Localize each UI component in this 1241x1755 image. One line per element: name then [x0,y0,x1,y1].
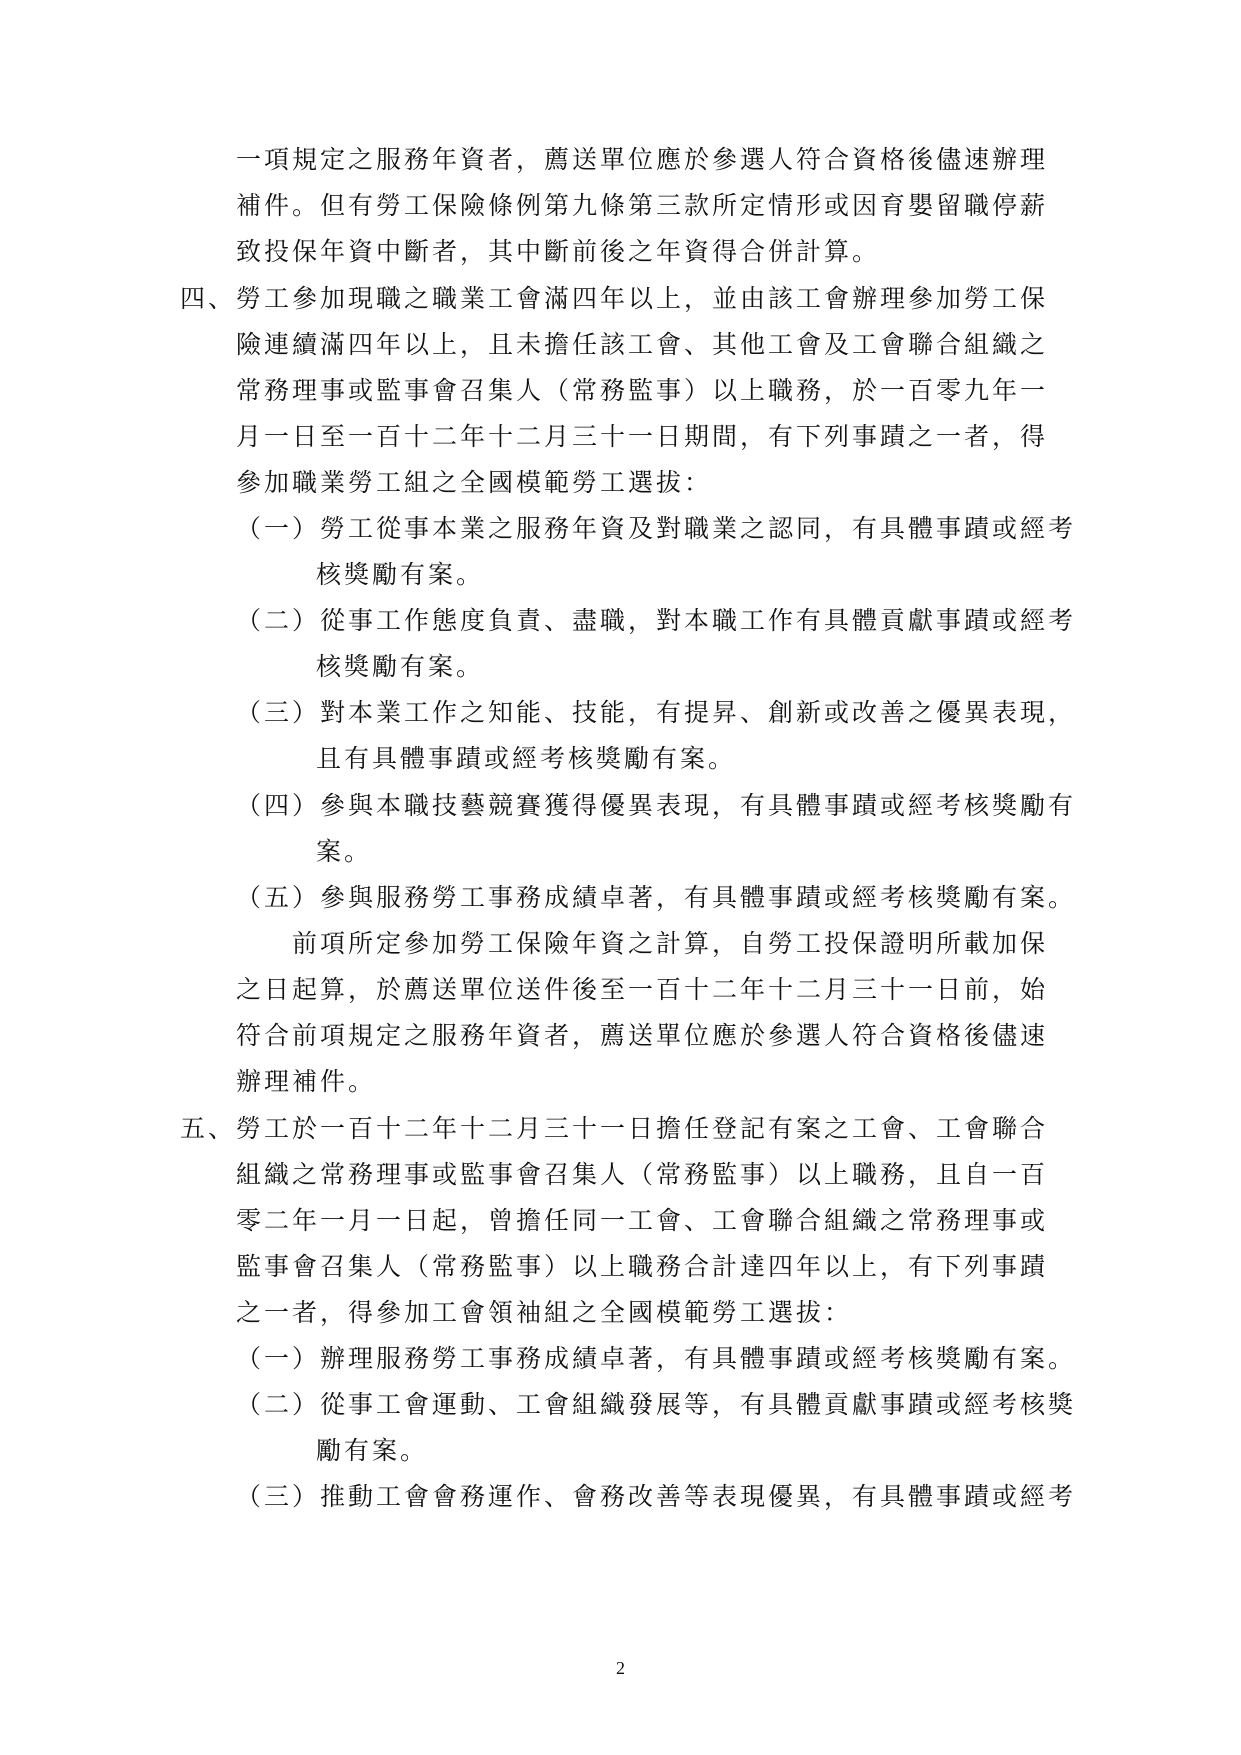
subitem-continuation: 且有具體事蹟或經考核獎勵有案。 [316,744,737,773]
subitem-line: （一）勞工從事本業之服務年資及對職業之認同，有具體事蹟或經考 [236,514,1077,543]
page-number: 2 [616,1658,625,1678]
paragraph-line: 致投保年資中斷者，其中斷前後之年資得合併計算。 [236,237,881,266]
paragraph-line: 參加職業勞工組之全國模範勞工選拔： [236,468,713,497]
paragraph-line: 一項規定之服務年資者，薦送單位應於參選人符合資格後儘速辦理 [236,145,1049,174]
subitem-line: （二）從事工會運動、工會組織發展等，有具體貢獻事蹟或經考核獎 [236,1390,1077,1419]
paragraph-line: 月一日至一百十二年十二月三十一日期間，有下列事蹟之一者，得 [236,422,1049,451]
subitem-continuation: 勵有案。 [316,1436,429,1465]
item-4-line: 四、勞工參加現職之職業工會滿四年以上，並由該工會辦理參加勞工保 [180,284,1049,313]
subitem-line: （三）推動工會會務運作、會務改善等表現優異，有具體事蹟或經考 [236,1482,1077,1511]
paragraph-line: 補件。但有勞工保險條例第九條第三款所定情形或因育嬰留職停薪 [236,191,1049,220]
paragraph-line: 之日起算，於薦送單位送件後至一百十二年十二月三十一日前，始 [236,975,1049,1004]
subitem-line: （五）參與服務勞工事務成績卓著，有具體事蹟或經考核獎勵有案。 [236,883,1077,912]
item-5-line: 五、勞工於一百十二年十二月三十一日擔任登記有案之工會、工會聯合 [180,1114,1049,1143]
paragraph-line: 常務理事或監事會召集人（常務監事）以上職務，於一百零九年一 [236,376,1049,405]
subitem-continuation: 核獎勵有案。 [316,560,485,589]
paragraph-line: 險連續滿四年以上，且未擔任該工會、其他工會及工會聯合組織之 [236,330,1049,359]
paragraph-line: 前項所定參加勞工保險年資之計算，自勞工投保證明所載加保 [292,929,1049,958]
paragraph-line: 組織之常務理事或監事會召集人（常務監事）以上職務，且自一百 [236,1160,1049,1189]
subitem-line: （三）對本業工作之知能、技能，有提昇、創新或改善之優異表現， [236,698,1077,727]
paragraph-line: 符合前項規定之服務年資者，薦送單位應於參選人符合資格後儘速 [236,1021,1049,1050]
subitem-line: （四）參與本職技藝競賽獲得優異表現，有具體事蹟或經考核獎勵有 [236,791,1077,820]
subitem-line: （二）從事工作態度負責、盡職，對本職工作有具體貢獻事蹟或經考 [236,606,1077,635]
paragraph-line: 監事會召集人（常務監事）以上職務合計達四年以上，有下列事蹟 [236,1252,1049,1281]
subitem-continuation: 核獎勵有案。 [316,652,485,681]
subitem-line: （一）辦理服務勞工事務成績卓著，有具體事蹟或經考核獎勵有案。 [236,1344,1077,1373]
paragraph-line: 之一者，得參加工會領袖組之全國模範勞工選拔： [236,1298,853,1327]
paragraph-line: 辦理補件。 [236,1067,377,1096]
subitem-continuation: 案。 [316,837,373,866]
paragraph-line: 零二年一月一日起，曾擔任同一工會、工會聯合組織之常務理事或 [236,1206,1049,1235]
